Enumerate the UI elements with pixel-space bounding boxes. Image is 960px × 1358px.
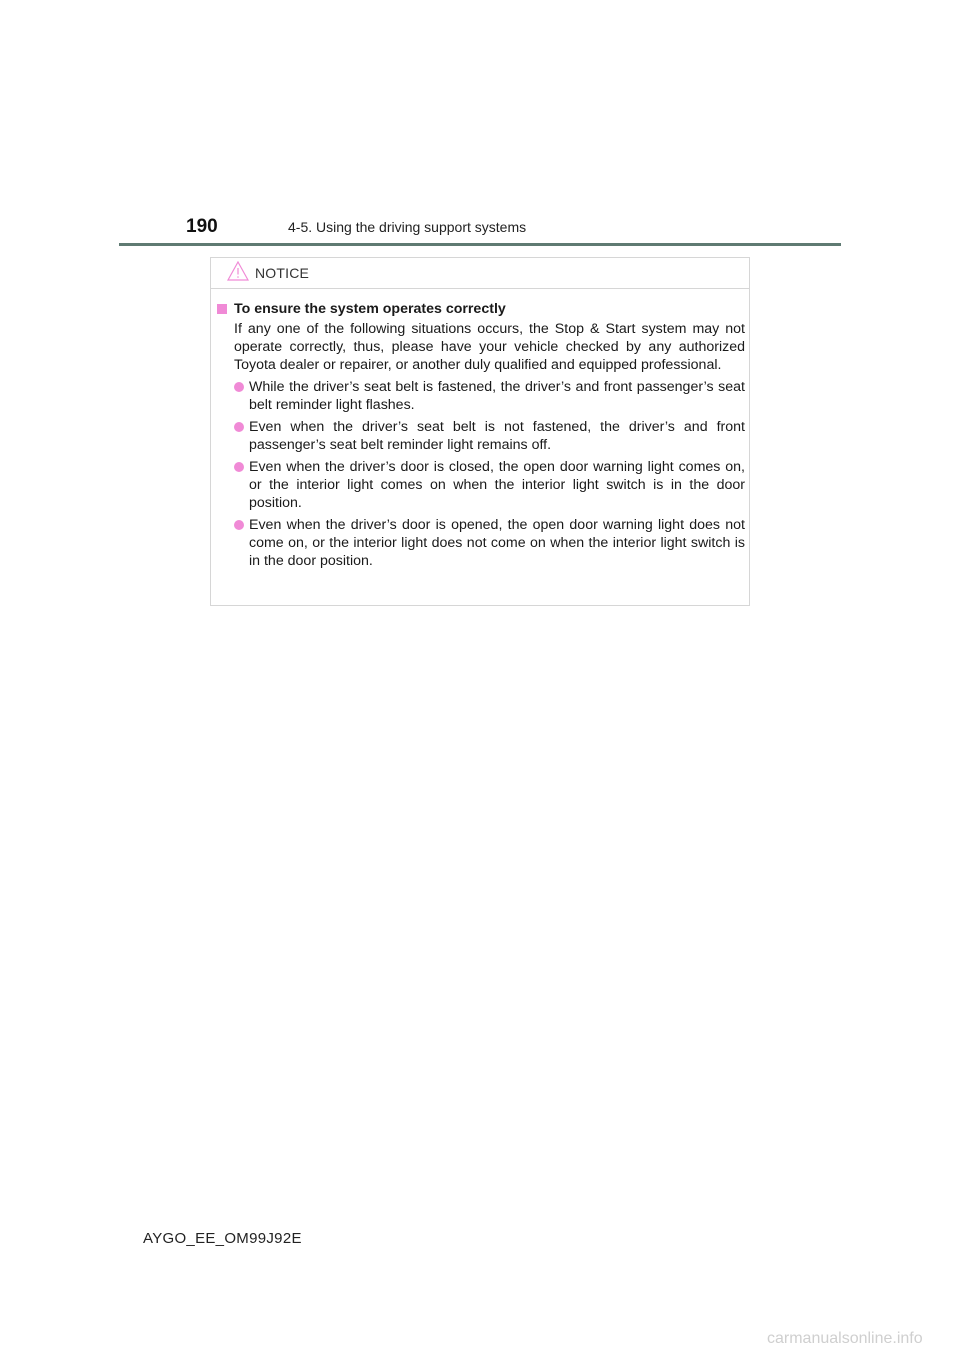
list-item xyxy=(217,458,745,512)
list-item xyxy=(217,378,745,414)
header-divider xyxy=(119,243,841,246)
notice-header xyxy=(211,258,749,289)
site-watermark: carmanualsonline.info xyxy=(767,1330,923,1347)
list-item xyxy=(217,516,745,570)
round-bullet-icon xyxy=(234,520,244,530)
round-bullet-icon xyxy=(234,462,244,472)
document-code: AYGO_EE_OM99J92E xyxy=(143,1230,302,1247)
notice-intro: If any one of the following situations occurs, the Stop & Start system may not operate correctly, thus, please have your vehicle checked by any authorized Toyota dealer or repairer, or another duly qualified and equipped professional. xyxy=(234,321,745,373)
list-item-text: Even when the driver’s seat belt is not fastened, the driver’s and front passenger’s seat belt reminder light remains off. xyxy=(249,419,745,453)
list-item-text: Even when the driver’s door is closed, the open door warning light comes on, or the interior light comes on when the interior light switch is in the door position. xyxy=(249,459,745,511)
round-bullet-icon xyxy=(234,422,244,432)
subheading-text: To ensure the system operates correctly xyxy=(234,301,506,317)
notice-label: NOTICE xyxy=(255,265,310,281)
square-bullet-icon xyxy=(217,304,227,314)
page-number: 190 xyxy=(186,216,218,237)
list-item-text: Even when the driver’s door is opened, the open door warning light does not come on, or the interior light does not come on when the interior light switch is in the door position. xyxy=(249,517,745,569)
notice-box xyxy=(210,257,750,606)
section-title: 4-5. Using the driving support systems xyxy=(288,219,527,235)
notice-subheading xyxy=(217,300,745,319)
page-header xyxy=(186,216,526,240)
list-item-text: While the driver’s seat belt is fastened, the driver’s and front passenger’s seat belt reminder light flashes. xyxy=(249,379,745,413)
notice-body xyxy=(217,300,745,570)
notice-items xyxy=(217,378,745,570)
warning-triangle-icon xyxy=(227,261,249,281)
round-bullet-icon xyxy=(234,382,244,392)
list-item xyxy=(217,418,745,454)
